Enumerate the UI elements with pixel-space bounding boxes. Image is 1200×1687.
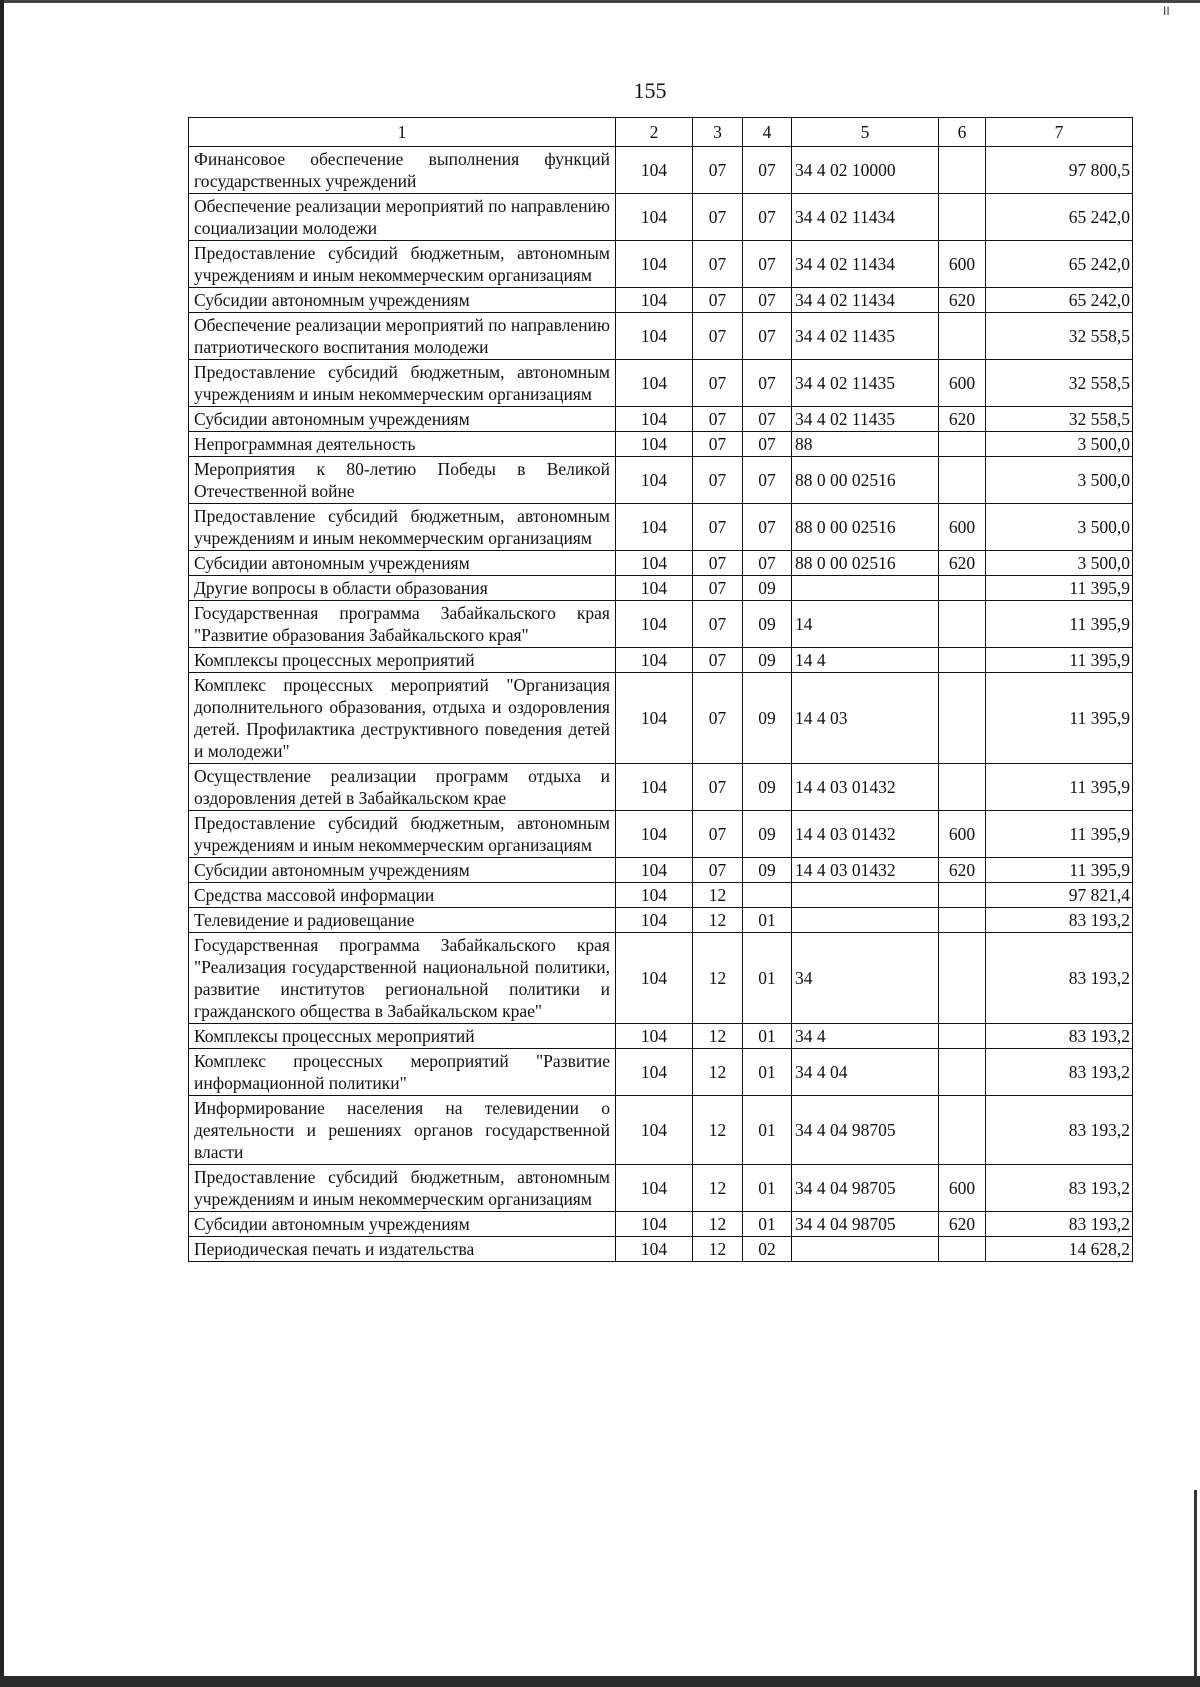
table-body: [189, 147, 1133, 1262]
expense-type-cell: [939, 1049, 986, 1096]
code-section-cell: 12: [693, 933, 743, 1024]
code-rz-cell: 104: [616, 576, 693, 601]
amount-cell: 11 395,9: [986, 648, 1133, 673]
target-article-cell: 34 4 02 10000: [792, 147, 939, 194]
code-rz-cell: 104: [616, 1024, 693, 1049]
expense-type-cell: [939, 576, 986, 601]
code-section-cell: 12: [693, 1165, 743, 1212]
expense-type-cell: [939, 1237, 986, 1262]
code-subsection-cell: 09: [743, 576, 792, 601]
amount-cell: 83 193,2: [986, 1212, 1133, 1237]
code-section-cell: 07: [693, 147, 743, 194]
amount-cell: 11 395,9: [986, 673, 1133, 764]
code-rz-cell: 104: [616, 457, 693, 504]
table-row: [189, 908, 1133, 933]
row-name-cell: Субсидии автономным учреждениям: [189, 858, 616, 883]
target-article-cell: 34 4: [792, 1024, 939, 1049]
code-rz-cell: 104: [616, 504, 693, 551]
code-rz-cell: 104: [616, 1096, 693, 1165]
code-section-cell: 07: [693, 457, 743, 504]
table-row: [189, 858, 1133, 883]
code-rz-cell: 104: [616, 432, 693, 457]
code-rz-cell: 104: [616, 908, 693, 933]
code-subsection-cell: 09: [743, 648, 792, 673]
expense-type-cell: [939, 432, 986, 457]
target-article-cell: 34 4 02 11435: [792, 313, 939, 360]
expense-type-cell: 600: [939, 504, 986, 551]
code-rz-cell: 104: [616, 288, 693, 313]
code-subsection-cell: 07: [743, 147, 792, 194]
code-rz-cell: 104: [616, 673, 693, 764]
code-section-cell: 07: [693, 504, 743, 551]
amount-cell: 83 193,2: [986, 933, 1133, 1024]
expense-type-cell: [939, 883, 986, 908]
row-name-cell: Субсидии автономным учреждениям: [189, 1212, 616, 1237]
target-article-cell: 34 4 02 11435: [792, 407, 939, 432]
row-name-cell: Комплекс процессных мероприятий "Развитие информационной политики": [189, 1049, 616, 1096]
column-header: 6: [939, 118, 986, 147]
table-row: [189, 504, 1133, 551]
target-article-cell: 14: [792, 601, 939, 648]
code-section-cell: 07: [693, 764, 743, 811]
table-row: [189, 1096, 1133, 1165]
amount-cell: 3 500,0: [986, 504, 1133, 551]
row-name-cell: Телевидение и радиовещание: [189, 908, 616, 933]
column-header: 2: [616, 118, 693, 147]
amount-cell: 11 395,9: [986, 576, 1133, 601]
row-name-cell: Осуществление реализации программ отдыха и оздоровления детей в Забайкальском крае: [189, 764, 616, 811]
scan-edge-top: [0, 0, 1200, 3]
code-rz-cell: 104: [616, 1237, 693, 1262]
row-name-cell: Предоставление субсидий бюджетным, автономным учреждениям и иным некоммерческим организациям: [189, 811, 616, 858]
row-name-cell: Другие вопросы в области образования: [189, 576, 616, 601]
code-rz-cell: 104: [616, 648, 693, 673]
code-section-cell: 12: [693, 1212, 743, 1237]
amount-cell: 83 193,2: [986, 908, 1133, 933]
corner-mark: II: [1163, 4, 1170, 18]
code-subsection-cell: 07: [743, 407, 792, 432]
amount-cell: 3 500,0: [986, 551, 1133, 576]
amount-cell: 11 395,9: [986, 601, 1133, 648]
expense-type-cell: [939, 933, 986, 1024]
target-article-cell: 14 4: [792, 648, 939, 673]
code-section-cell: 07: [693, 576, 743, 601]
expense-type-cell: [939, 457, 986, 504]
target-article-cell: [792, 576, 939, 601]
code-subsection-cell: [743, 883, 792, 908]
row-name-cell: Информирование населения на телевидении о деятельности и решениях органов государственной власти: [189, 1096, 616, 1165]
column-header: 7: [986, 118, 1133, 147]
code-rz-cell: 104: [616, 933, 693, 1024]
amount-cell: 11 395,9: [986, 764, 1133, 811]
row-name-cell: Государственная программа Забайкальского края "Развитие образования Забайкальского края": [189, 601, 616, 648]
target-article-cell: 88: [792, 432, 939, 457]
code-section-cell: 07: [693, 432, 743, 457]
table-row: [189, 457, 1133, 504]
table-row: [189, 648, 1133, 673]
code-subsection-cell: 07: [743, 360, 792, 407]
code-rz-cell: 104: [616, 241, 693, 288]
code-section-cell: 07: [693, 241, 743, 288]
table-row: [189, 933, 1133, 1024]
expense-type-cell: 600: [939, 360, 986, 407]
target-article-cell: 34 4 02 11434: [792, 288, 939, 313]
amount-cell: 83 193,2: [986, 1096, 1133, 1165]
amount-cell: 3 500,0: [986, 457, 1133, 504]
table-row: [189, 241, 1133, 288]
code-subsection-cell: 01: [743, 1212, 792, 1237]
amount-cell: 65 242,0: [986, 241, 1133, 288]
code-section-cell: 12: [693, 1024, 743, 1049]
code-section-cell: 07: [693, 407, 743, 432]
target-article-cell: 34: [792, 933, 939, 1024]
amount-cell: 32 558,5: [986, 360, 1133, 407]
code-rz-cell: 104: [616, 313, 693, 360]
column-header: 3: [693, 118, 743, 147]
expense-type-cell: [939, 313, 986, 360]
expense-type-cell: 620: [939, 288, 986, 313]
expense-type-cell: 600: [939, 1165, 986, 1212]
row-name-cell: Комплекс процессных мероприятий "Организация дополнительного образования, отдыха и оздоровления детей. Профилактика деструктивного поведения детей и молодежи": [189, 673, 616, 764]
table-row: [189, 1212, 1133, 1237]
code-rz-cell: 104: [616, 601, 693, 648]
code-subsection-cell: 07: [743, 313, 792, 360]
expense-type-cell: [939, 601, 986, 648]
code-rz-cell: 104: [616, 407, 693, 432]
row-name-cell: Субсидии автономным учреждениям: [189, 407, 616, 432]
amount-cell: 65 242,0: [986, 194, 1133, 241]
code-subsection-cell: 01: [743, 908, 792, 933]
amount-cell: 11 395,9: [986, 858, 1133, 883]
amount-cell: 97 821,4: [986, 883, 1133, 908]
expense-type-cell: [939, 648, 986, 673]
table-row: [189, 360, 1133, 407]
scan-edge-right: [1194, 1490, 1197, 1680]
row-name-cell: Финансовое обеспечение выполнения функций государственных учреждений: [189, 147, 616, 194]
table-row: [189, 811, 1133, 858]
code-section-cell: 12: [693, 1096, 743, 1165]
row-name-cell: Предоставление субсидий бюджетным, автономным учреждениям и иным некоммерческим организациям: [189, 504, 616, 551]
expense-type-cell: [939, 1024, 986, 1049]
amount-cell: 83 193,2: [986, 1049, 1133, 1096]
row-name-cell: Предоставление субсидий бюджетным, автономным учреждениям и иным некоммерческим организациям: [189, 360, 616, 407]
target-article-cell: 34 4 04 98705: [792, 1096, 939, 1165]
code-subsection-cell: 01: [743, 1096, 792, 1165]
code-section-cell: 07: [693, 648, 743, 673]
code-section-cell: 07: [693, 313, 743, 360]
expense-type-cell: [939, 908, 986, 933]
target-article-cell: 34 4 04: [792, 1049, 939, 1096]
expense-type-cell: [939, 147, 986, 194]
amount-cell: 83 193,2: [986, 1165, 1133, 1212]
code-rz-cell: 104: [616, 360, 693, 407]
page-number: 155: [633, 78, 667, 103]
code-section-cell: 12: [693, 1049, 743, 1096]
code-subsection-cell: 09: [743, 673, 792, 764]
code-rz-cell: 104: [616, 1049, 693, 1096]
code-section-cell: 12: [693, 883, 743, 908]
code-subsection-cell: 09: [743, 764, 792, 811]
row-name-cell: Комплексы процессных мероприятий: [189, 648, 616, 673]
row-name-cell: Комплексы процессных мероприятий: [189, 1024, 616, 1049]
target-article-cell: 34 4 04 98705: [792, 1165, 939, 1212]
row-name-cell: Непрограммная деятельность: [189, 432, 616, 457]
table-row: [189, 407, 1133, 432]
target-article-cell: 34 4 02 11434: [792, 241, 939, 288]
row-name-cell: Предоставление субсидий бюджетным, автономным учреждениям и иным некоммерческим организациям: [189, 1165, 616, 1212]
scan-edge-left: [0, 0, 4, 1687]
row-name-cell: Мероприятия к 80-летию Победы в Великой Отечественной войне: [189, 457, 616, 504]
amount-cell: 97 800,5: [986, 147, 1133, 194]
target-article-cell: 34 4 04 98705: [792, 1212, 939, 1237]
expense-type-cell: [939, 673, 986, 764]
amount-cell: 11 395,9: [986, 811, 1133, 858]
code-rz-cell: 104: [616, 883, 693, 908]
table-row: [189, 313, 1133, 360]
amount-cell: 65 242,0: [986, 288, 1133, 313]
code-subsection-cell: 01: [743, 1165, 792, 1212]
table-row: [189, 601, 1133, 648]
row-name-cell: Предоставление субсидий бюджетным, автономным учреждениям и иным некоммерческим организациям: [189, 241, 616, 288]
code-subsection-cell: 09: [743, 601, 792, 648]
expense-type-cell: [939, 1096, 986, 1165]
code-rz-cell: 104: [616, 858, 693, 883]
expense-type-cell: 620: [939, 1212, 986, 1237]
table-row: [189, 194, 1133, 241]
code-section-cell: 07: [693, 811, 743, 858]
target-article-cell: 14 4 03 01432: [792, 858, 939, 883]
amount-cell: 32 558,5: [986, 313, 1133, 360]
expense-type-cell: [939, 194, 986, 241]
expense-type-cell: 620: [939, 551, 986, 576]
code-subsection-cell: 01: [743, 933, 792, 1024]
column-header: 5: [792, 118, 939, 147]
table-header-row: [189, 118, 1133, 147]
code-section-cell: 07: [693, 288, 743, 313]
table-row: [189, 1024, 1133, 1049]
table-row: [189, 1165, 1133, 1212]
column-header: 1: [189, 118, 616, 147]
row-name-cell: Государственная программа Забайкальского края "Реализация государственной национальной политики, развитие институтов региональной политики и гражданского общества в Забайкальском крае": [189, 933, 616, 1024]
column-header: 4: [743, 118, 792, 147]
expense-type-cell: 600: [939, 241, 986, 288]
target-article-cell: 14 4 03 01432: [792, 764, 939, 811]
code-section-cell: 12: [693, 908, 743, 933]
code-rz-cell: 104: [616, 811, 693, 858]
code-section-cell: 07: [693, 673, 743, 764]
code-subsection-cell: 07: [743, 457, 792, 504]
table-row: [189, 288, 1133, 313]
target-article-cell: 34 4 02 11434: [792, 194, 939, 241]
target-article-cell: 88 0 00 02516: [792, 457, 939, 504]
code-rz-cell: 104: [616, 1212, 693, 1237]
code-subsection-cell: 09: [743, 811, 792, 858]
row-name-cell: Субсидии автономным учреждениям: [189, 288, 616, 313]
code-rz-cell: 104: [616, 1165, 693, 1212]
code-section-cell: 07: [693, 601, 743, 648]
target-article-cell: 14 4 03: [792, 673, 939, 764]
target-article-cell: 14 4 03 01432: [792, 811, 939, 858]
row-name-cell: Субсидии автономным учреждениям: [189, 551, 616, 576]
code-rz-cell: 104: [616, 551, 693, 576]
table-row: [189, 883, 1133, 908]
code-section-cell: 07: [693, 858, 743, 883]
expense-type-cell: 600: [939, 811, 986, 858]
code-section-cell: 07: [693, 551, 743, 576]
table-row: [189, 1049, 1133, 1096]
table-row: [189, 551, 1133, 576]
row-name-cell: Периодическая печать и издательства: [189, 1237, 616, 1262]
amount-cell: 3 500,0: [986, 432, 1133, 457]
expense-type-cell: 620: [939, 407, 986, 432]
row-name-cell: Обеспечение реализации мероприятий по направлению патриотического воспитания молодежи: [189, 313, 616, 360]
table-row: [189, 764, 1133, 811]
code-rz-cell: 104: [616, 764, 693, 811]
code-section-cell: 12: [693, 1237, 743, 1262]
expense-type-cell: 620: [939, 858, 986, 883]
row-name-cell: Средства массовой информации: [189, 883, 616, 908]
amount-cell: 32 558,5: [986, 407, 1133, 432]
target-article-cell: [792, 908, 939, 933]
scan-edge-bottom: [0, 1676, 1200, 1687]
table-row: [189, 147, 1133, 194]
code-section-cell: 07: [693, 194, 743, 241]
code-subsection-cell: 07: [743, 551, 792, 576]
code-subsection-cell: 07: [743, 194, 792, 241]
code-subsection-cell: 07: [743, 432, 792, 457]
amount-cell: 14 628,2: [986, 1237, 1133, 1262]
target-article-cell: [792, 1237, 939, 1262]
expense-type-cell: [939, 764, 986, 811]
row-name-cell: Обеспечение реализации мероприятий по направлению социализации молодежи: [189, 194, 616, 241]
budget-table: [188, 117, 1133, 1262]
code-subsection-cell: 07: [743, 288, 792, 313]
code-section-cell: 07: [693, 360, 743, 407]
target-article-cell: 88 0 00 02516: [792, 504, 939, 551]
code-subsection-cell: 01: [743, 1024, 792, 1049]
code-subsection-cell: 07: [743, 504, 792, 551]
amount-cell: 83 193,2: [986, 1024, 1133, 1049]
target-article-cell: 34 4 02 11435: [792, 360, 939, 407]
code-rz-cell: 104: [616, 194, 693, 241]
table-row: [189, 432, 1133, 457]
code-subsection-cell: 09: [743, 858, 792, 883]
code-subsection-cell: 07: [743, 241, 792, 288]
table-row: [189, 1237, 1133, 1262]
table-row: [189, 576, 1133, 601]
code-rz-cell: 104: [616, 147, 693, 194]
code-subsection-cell: 02: [743, 1237, 792, 1262]
target-article-cell: [792, 883, 939, 908]
code-subsection-cell: 01: [743, 1049, 792, 1096]
target-article-cell: 88 0 00 02516: [792, 551, 939, 576]
table-row: [189, 673, 1133, 764]
